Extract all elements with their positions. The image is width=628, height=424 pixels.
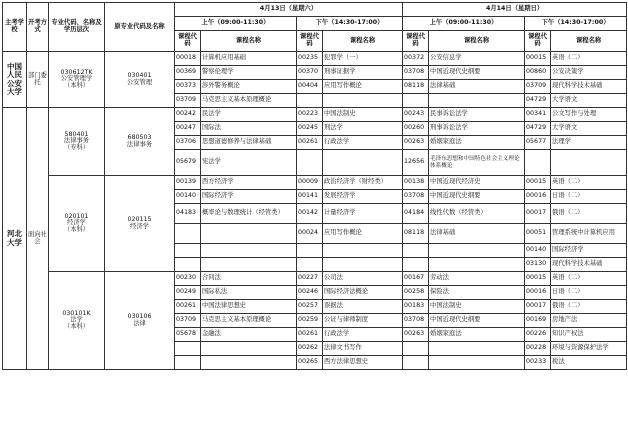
- course-code-cell: 00261: [297, 136, 323, 150]
- course-name-cell: 线性代数（经管类）: [429, 204, 525, 224]
- course-code-cell: 03709: [175, 94, 201, 108]
- course-name-cell: 法理学: [551, 136, 627, 150]
- course-code-cell: 00246: [297, 286, 323, 300]
- course-name-cell: 政治经济学（财经类）: [323, 176, 403, 190]
- course-code-cell: [175, 342, 201, 356]
- course-name-cell: [201, 244, 297, 258]
- course-code-cell: 00261: [297, 328, 323, 342]
- course-name-cell: [323, 94, 403, 108]
- course-name-cell: [323, 150, 403, 176]
- course-name-cell: 公安信息学: [429, 52, 525, 66]
- course-name-cell: 票据法: [323, 300, 403, 314]
- course-code-cell: 00140: [525, 244, 551, 258]
- course-name-cell: 知识产权法: [551, 328, 627, 342]
- major-ppsu: 030612TK 公安管理学 （本科）: [49, 52, 105, 108]
- course-name-cell: 刑法学: [323, 122, 403, 136]
- header-day1: 4月13日（星期六）: [175, 3, 403, 17]
- course-code-cell: 00233: [525, 356, 551, 370]
- header-code: 课程代码: [175, 31, 201, 52]
- course-name-cell: 日语（二）: [551, 190, 627, 204]
- course-name-cell: 劳动法: [429, 272, 525, 286]
- header-code: 课程代码: [403, 31, 429, 52]
- course-code-cell: 00017: [525, 204, 551, 224]
- course-code-cell: 12656: [403, 150, 429, 176]
- course-code-cell: 00138: [403, 176, 429, 190]
- course-name-cell: 公证与律师制度: [323, 314, 403, 328]
- course-code-cell: 00226: [525, 328, 551, 342]
- course-code-cell: 00140: [175, 190, 201, 204]
- course-name-cell: 思想道德修养与法律基础: [201, 136, 297, 150]
- course-name-cell: 国际经济法概论: [323, 286, 403, 300]
- table-row: [3, 272, 627, 286]
- course-name-cell: 应用写作概论: [323, 224, 403, 244]
- course-name-cell: 婚姻家庭法: [429, 328, 525, 342]
- header-name: 课程名称: [201, 31, 297, 52]
- course-name-cell: 现代科学技术基础: [551, 258, 627, 272]
- course-code-cell: 00257: [297, 300, 323, 314]
- course-name-cell: 公司法: [323, 272, 403, 286]
- course-name-cell: 民法学: [201, 108, 297, 122]
- course-code-cell: 00263: [403, 328, 429, 342]
- course-code-cell: 04184: [403, 204, 429, 224]
- course-name-cell: 现代科学技术基础: [551, 80, 627, 94]
- course-code-cell: 00235: [297, 52, 323, 66]
- major-m1: 580401 法律事务 （专科）: [49, 108, 105, 176]
- course-code-cell: 03708: [403, 66, 429, 80]
- course-name-cell: 计算机应用基础: [201, 52, 297, 66]
- course-code-cell: 04183: [175, 204, 201, 224]
- course-code-cell: 05678: [175, 328, 201, 342]
- course-code-cell: 04729: [525, 122, 551, 136]
- course-name-cell: [323, 244, 403, 258]
- course-name-cell: [201, 258, 297, 272]
- orig-m3: 030106 法律: [105, 272, 175, 370]
- header-day2-pm: 下午（14:30-17:00）: [525, 17, 627, 31]
- course-name-cell: 中国近现代史纲要: [429, 190, 525, 204]
- course-name-cell: [201, 342, 297, 356]
- course-code-cell: [175, 224, 201, 244]
- course-code-cell: 00015: [525, 272, 551, 286]
- header-school: 主考学校: [3, 3, 27, 52]
- course-name-cell: 应用写作概论: [323, 80, 403, 94]
- course-code-cell: [403, 244, 429, 258]
- course-name-cell: 概率论与数理统计（经管类）: [201, 204, 297, 224]
- course-code-cell: 00245: [297, 122, 323, 136]
- course-name-cell: [429, 94, 525, 108]
- course-code-cell: 00024: [297, 224, 323, 244]
- course-name-cell: 英语（二）: [551, 52, 627, 66]
- course-code-cell: 03708: [403, 314, 429, 328]
- course-code-cell: 08118: [403, 80, 429, 94]
- header-day2-am: 上午（09:00-11:30）: [403, 17, 525, 31]
- course-code-cell: 00227: [297, 272, 323, 286]
- course-code-cell: 00247: [175, 122, 201, 136]
- course-code-cell: 00243: [403, 108, 429, 122]
- mode-hebei: 面向社会: [27, 108, 49, 370]
- course-code-cell: [297, 258, 323, 272]
- course-code-cell: [297, 94, 323, 108]
- course-code-cell: [403, 342, 429, 356]
- course-code-cell: 04729: [525, 94, 551, 108]
- course-code-cell: 00016: [525, 286, 551, 300]
- course-code-cell: 00017: [525, 300, 551, 314]
- header-name: 课程名称: [429, 31, 525, 52]
- course-code-cell: 00139: [175, 176, 201, 190]
- major-m2: 020101 经济学 （本科）: [49, 176, 105, 272]
- header-orig: 原专业代码及名称: [105, 3, 175, 52]
- course-code-cell: 00372: [403, 52, 429, 66]
- course-name-cell: 发展经济学: [323, 190, 403, 204]
- school-ppsu: 中国人民公安大学: [3, 52, 27, 108]
- course-code-cell: [297, 244, 323, 258]
- course-name-cell: 西方法律思想史: [323, 356, 403, 370]
- course-name-cell: 涉外警务概论: [201, 80, 297, 94]
- course-code-cell: 00016: [525, 190, 551, 204]
- course-name-cell: 金融法: [201, 328, 297, 342]
- course-name-cell: 国际经济学: [201, 190, 297, 204]
- header-name: 课程名称: [323, 31, 403, 52]
- header-day1-pm: 下午（14:30-17:00）: [297, 17, 403, 31]
- course-code-cell: 05679: [175, 150, 201, 176]
- course-name-cell: 中国近现代史纲要: [429, 314, 525, 328]
- course-code-cell: [175, 244, 201, 258]
- course-code-cell: [297, 150, 323, 176]
- course-code-cell: 03130: [525, 258, 551, 272]
- course-code-cell: [403, 258, 429, 272]
- course-name-cell: 警察伦理学: [201, 66, 297, 80]
- course-name-cell: [429, 258, 525, 272]
- course-code-cell: 00259: [297, 314, 323, 328]
- course-code-cell: 00018: [175, 52, 201, 66]
- course-code-cell: 00860: [525, 66, 551, 80]
- course-code-cell: 00223: [297, 108, 323, 122]
- course-code-cell: [175, 356, 201, 370]
- course-name-cell: 行政法学: [323, 136, 403, 150]
- table-row: [3, 52, 627, 66]
- course-name-cell: 日语（二）: [551, 286, 627, 300]
- course-name-cell: 行政法学: [323, 328, 403, 342]
- course-name-cell: 中国法制史: [429, 300, 525, 314]
- header-name: 课程名称: [551, 31, 627, 52]
- course-name-cell: 西方经济学: [201, 176, 297, 190]
- course-code-cell: 00404: [297, 80, 323, 94]
- course-name-cell: 英语（二）: [551, 272, 627, 286]
- major-m3: 030101K 法学 （本科）: [49, 272, 105, 370]
- orig-ppsu: 030401 公安管理: [105, 52, 175, 108]
- course-code-cell: 00183: [403, 300, 429, 314]
- course-code-cell: 00265: [297, 356, 323, 370]
- course-name-cell: 公文写作与处理: [551, 108, 627, 122]
- course-code-cell: 00261: [175, 300, 201, 314]
- school-hebei: 河北大学: [3, 108, 27, 370]
- header-code: 课程代码: [525, 31, 551, 52]
- course-name-cell: [323, 258, 403, 272]
- course-code-cell: 00230: [175, 272, 201, 286]
- course-code-cell: 00249: [175, 286, 201, 300]
- header-day1-am: 上午（09:00-11:30）: [175, 17, 297, 31]
- course-name-cell: 刑事证据学: [323, 66, 403, 80]
- course-code-cell: 00015: [525, 52, 551, 66]
- course-code-cell: 00369: [175, 66, 201, 80]
- course-name-cell: [429, 356, 525, 370]
- course-name-cell: [201, 356, 297, 370]
- course-name-cell: 马克思主义基本原理概论: [201, 94, 297, 108]
- course-name-cell: 国际经济学: [551, 244, 627, 258]
- course-name-cell: 法律基础: [429, 224, 525, 244]
- orig-m1: 680503 法律事务: [105, 108, 175, 176]
- course-name-cell: 民事诉讼法学: [429, 108, 525, 122]
- course-name-cell: 法律基础: [429, 80, 525, 94]
- course-code-cell: 00373: [175, 80, 201, 94]
- course-name-cell: 中国近现代经济史: [429, 176, 525, 190]
- course-code-cell: 00015: [525, 176, 551, 190]
- orig-m2: 020115 经济学: [105, 176, 175, 272]
- course-name-cell: 国际私法: [201, 286, 297, 300]
- course-code-cell: 00341: [525, 108, 551, 122]
- course-code-cell: 08118: [403, 224, 429, 244]
- mode-ppsu: 部门委托: [27, 52, 49, 108]
- course-code-cell: 00228: [525, 342, 551, 356]
- course-code-cell: 00370: [297, 66, 323, 80]
- course-code-cell: 00258: [403, 286, 429, 300]
- course-name-cell: [551, 150, 627, 176]
- header-major: 专业代码、名称及学历层次: [49, 3, 105, 52]
- course-code-cell: 00167: [403, 272, 429, 286]
- course-name-cell: [201, 224, 297, 244]
- course-name-cell: 税法: [551, 356, 627, 370]
- course-name-cell: 大学语文: [551, 122, 627, 136]
- course-name-cell: [429, 244, 525, 258]
- course-name-cell: 婚姻家庭法: [429, 136, 525, 150]
- course-name-cell: 中国法律思想史: [201, 300, 297, 314]
- course-name-cell: 环境与资源保护法学: [551, 342, 627, 356]
- course-code-cell: 00142: [297, 204, 323, 224]
- course-name-cell: 中国近现代史纲要: [429, 66, 525, 80]
- course-name-cell: 计量经济学: [323, 204, 403, 224]
- course-code-cell: 00242: [175, 108, 201, 122]
- course-code-cell: 03706: [175, 136, 201, 150]
- exam-schedule-table: [2, 2, 627, 370]
- course-name-cell: 管理系统中计算机应用: [551, 224, 627, 244]
- course-name-cell: 合同法: [201, 272, 297, 286]
- course-name-cell: 犯罪学（一）: [323, 52, 403, 66]
- course-code-cell: 00051: [525, 224, 551, 244]
- table-row: [3, 108, 627, 122]
- course-code-cell: 00263: [403, 136, 429, 150]
- course-name-cell: 房地产法: [551, 314, 627, 328]
- course-code-cell: 00009: [297, 176, 323, 190]
- course-code-cell: 03709: [175, 314, 201, 328]
- header-day2: 4月14日（星期日）: [403, 3, 627, 17]
- course-code-cell: 00169: [525, 314, 551, 328]
- course-code-cell: 03709: [525, 80, 551, 94]
- course-name-cell: 保险法: [429, 286, 525, 300]
- course-name-cell: 刑事诉讼法学: [429, 122, 525, 136]
- course-name-cell: 公安决策学: [551, 66, 627, 80]
- course-name-cell: 中国法制史: [323, 108, 403, 122]
- course-code-cell: [525, 150, 551, 176]
- course-code-cell: 03708: [403, 190, 429, 204]
- course-name-cell: 法律文书写作: [323, 342, 403, 356]
- course-code-cell: [403, 356, 429, 370]
- course-code-cell: 00260: [403, 122, 429, 136]
- course-code-cell: [403, 94, 429, 108]
- course-name-cell: 俄语（二）: [551, 204, 627, 224]
- course-code-cell: 05677: [525, 136, 551, 150]
- course-name-cell: 英语（二）: [551, 176, 627, 190]
- header-mode: 开考方式: [27, 3, 49, 52]
- course-name-cell: 马克思主义基本原理概论: [201, 314, 297, 328]
- course-code-cell: 00141: [297, 190, 323, 204]
- course-code-cell: 00262: [297, 342, 323, 356]
- course-code-cell: [175, 258, 201, 272]
- course-name-cell: 毛泽东思想和中国特色社会主义理论体系概论: [429, 150, 525, 176]
- table-row: [3, 176, 627, 190]
- course-name-cell: 大学语文: [551, 94, 627, 108]
- course-name-cell: 宪法学: [201, 150, 297, 176]
- course-name-cell: 俄语（二）: [551, 300, 627, 314]
- course-name-cell: 国际法: [201, 122, 297, 136]
- header-code: 课程代码: [297, 31, 323, 52]
- course-name-cell: [429, 342, 525, 356]
